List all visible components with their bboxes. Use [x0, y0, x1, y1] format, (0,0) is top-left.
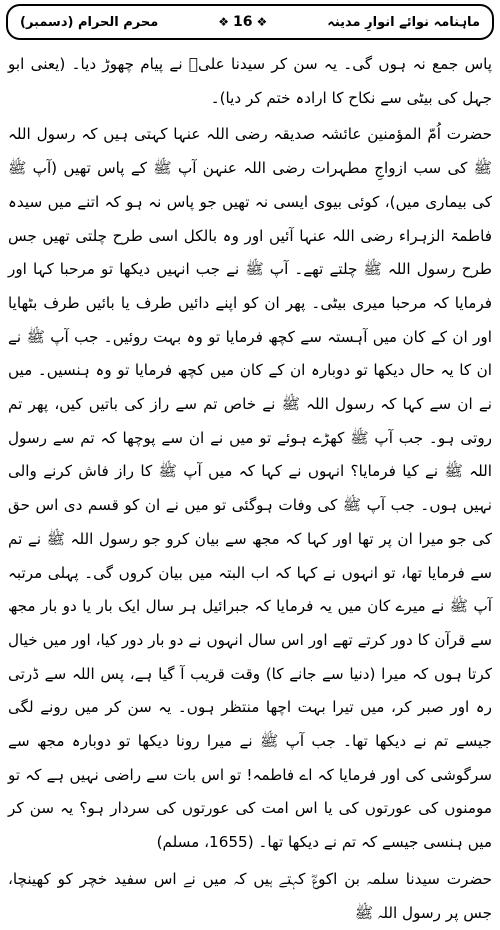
paragraph: پاس جمع نہ ہوں گی۔ یہ سن کر سیدنا علیؓ نے پیام چھوڑ دیا۔ (یعنی ابو جہل کی بیٹی سے نکاح کا ارادہ ختم کر دیا)۔: [8, 55, 492, 107]
article-body: [8, 48, 492, 922]
issue-month: محرم الحرام (دسمبر): [20, 14, 159, 30]
page-number: 16: [233, 14, 253, 30]
ornament-icon: ❖: [218, 15, 230, 29]
ornament-icon: ❖: [256, 15, 268, 29]
page-header: [6, 4, 494, 40]
page-number-box: [218, 14, 267, 30]
paragraph: حضرت اُمّ المؤمنین عائشہ صدیقہ رضی اللہ عنہا کہتی ہیں کہ رسول اللہ ﷺ کی سب ازواجِ مطہرات رضی اللہ عنہن آپ ﷺ کے پاس تھیں (آپ ﷺ کی بیماری میں)، کوئی بیوی ایسی نہ تھیں جو پاس نہ ہو کہ اتنے میں سیدہ فاطمۃ الزہراء رضی اللہ عنہا آئیں اور وہ بالکل اسی طرح چلتی تھیں جس طرح رسول اللہ ﷺ چلتے تھے۔ آپ ﷺ نے جب انہیں دیکھا تو مرحبا کہا اور فرمایا کہ مرحبا میری بیٹی۔ پھر ان کو اپنے دائیں طرف یا بائیں طرف بٹھایا اور ان کے کان میں آہستہ سے کچھ فرمایا تو وہ بہت روئیں۔ جب آپ ﷺ نے ان کا یہ حال دیکھا تو دوبارہ ان کے کان میں کچھ فرمایا تو وہ ہنسیں۔ میں نے ان سے کہا کہ رسول اللہ ﷺ نے خاص تم سے راز کی باتیں کیں، پھر تم روتی ہو۔ جب آپ ﷺ کھڑے ہوئے تو میں نے ان سے پوچھا کہ تم سے رسول اللہ ﷺ نے کیا فرمایا؟ انہوں نے کہا کہ میں آپ ﷺ کا راز فاش کرنے والی نہیں ہوں۔ جب آپ ﷺ کی وفات ہوگئی تو میں نے ان کو قسم دی اس حق کی جو میرا ان پر تھا اور کہا کہ مجھ سے بیان کرو جو رسول اللہ ﷺ نے تم سے فرمایا تھا، تو انہوں نے کہا کہ اب البتہ میں بیان کروں گی۔ پہلی مرتبہ آپ ﷺ نے میرے کان میں یہ فرمایا کہ جبرائیل ہر سال ایک بار یا دو بار مجھ سے قرآن کا دور کرتے تھے اور اس سال انہوں نے دو بار دور کیا، اور میں خیال کرتا ہوں کہ میرا (دنیا سے جانے کا) وقت قریب آ گیا ہے، پس اللہ سے ڈرتی رہ اور صبر کر، میں تیرا بہت اچھا منتظر ہوں۔ یہ سن کر میں رونے لگی جیسے تم نے دیکھا تھا۔ جب آپ ﷺ نے میرا رونا دیکھا تو دوبارہ مجھ سے سرگوشی کی اور فرمایا کہ اے فاطمہ! تو اس بات سے راضی نہیں ہے کہ تو مومنوں کی عورتوں کی یا اس امت کی عورتوں کی سردار ہو؟ یہ سن کر میں ہنسی جیسے کہ تم نے دیکھا تھا۔ (1655، مسلم): [8, 125, 492, 852]
magazine-title: ماہنامہ نوائے انوارِ مدینہ: [327, 14, 480, 30]
paragraph: حضرت سیدنا سلمہ بن اکوعؓ کہتے ہیں کہ میں نے اس سفید خچر کو کھینچا، جس پر رسول اللہ ﷺ: [8, 869, 492, 922]
